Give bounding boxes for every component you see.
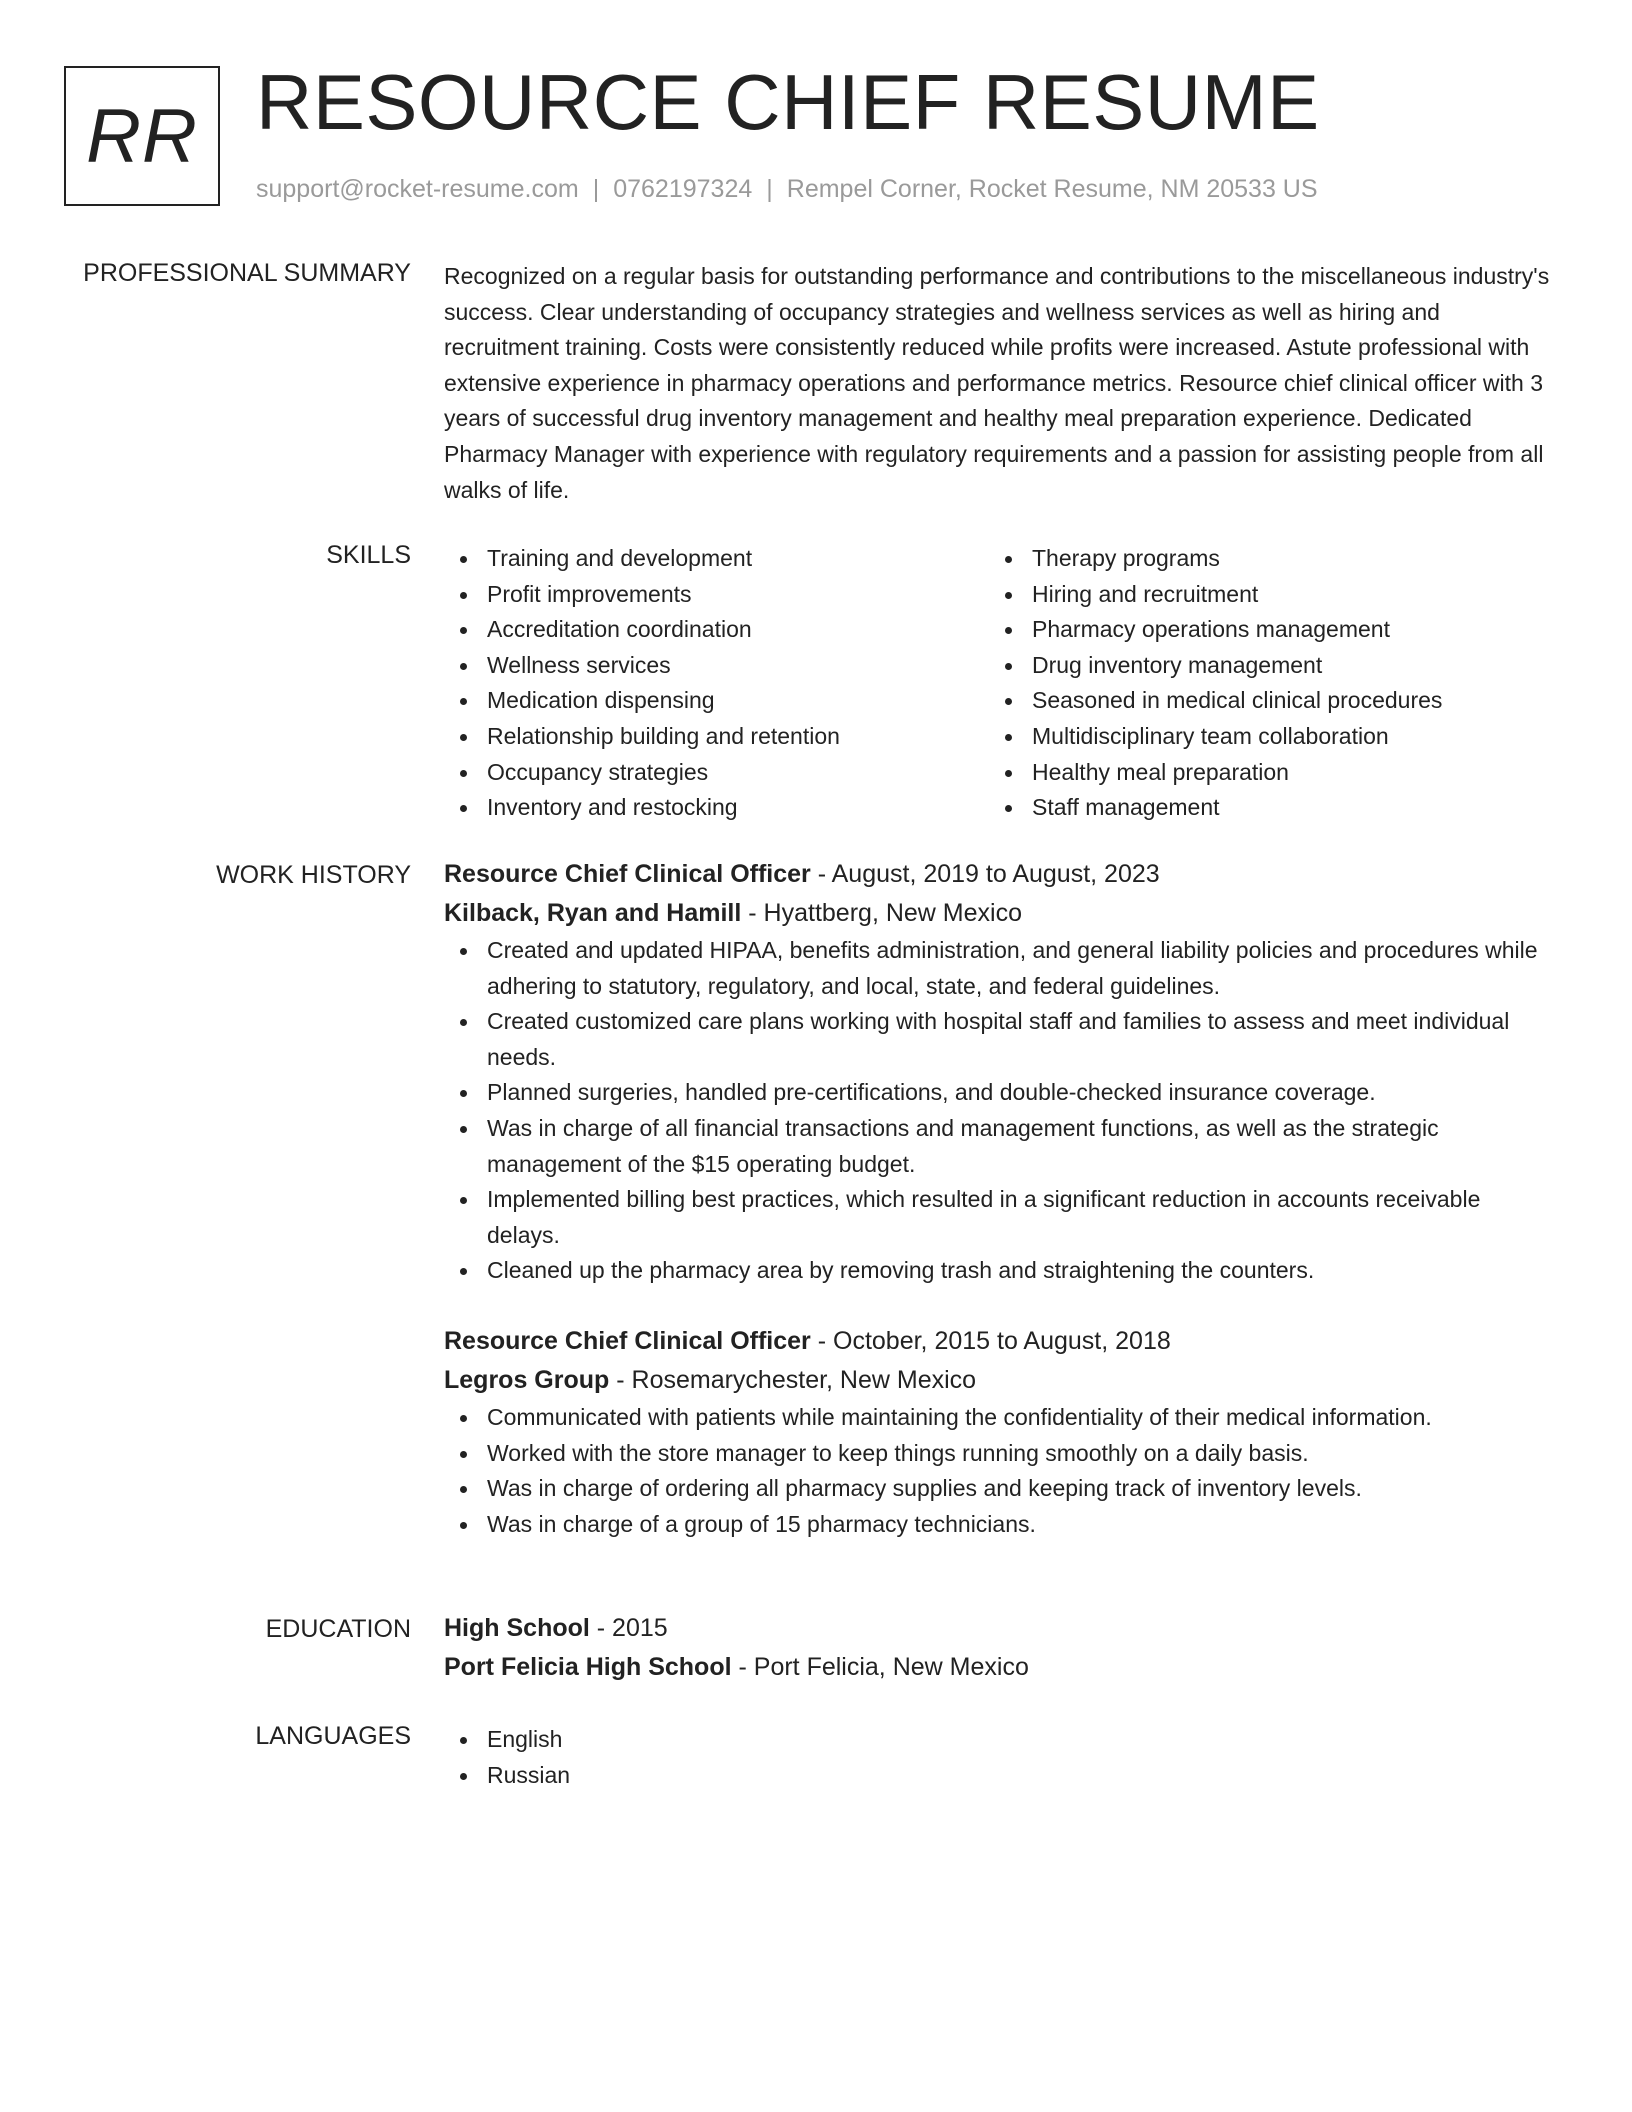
skill-item: Occupancy strategies — [444, 755, 989, 791]
skill-item: Inventory and restocking — [444, 790, 989, 826]
job-duty: Was in charge of ordering all pharmacy supplies and keeping track of inventory levels. — [444, 1471, 1554, 1507]
skill-item: Relationship building and retention — [444, 719, 989, 755]
company-location: - Hyattberg, New Mexico — [748, 899, 1022, 927]
job-title: Resource Chief Clinical Officer — [444, 860, 811, 888]
company-name: Legros Group — [444, 1365, 610, 1394]
school-location: - Port Felicia, New Mexico — [738, 1653, 1029, 1681]
job-duties-list — [444, 1400, 1554, 1542]
section-heading: WORK HISTORY — [216, 861, 411, 889]
job-entry — [444, 855, 1554, 1289]
job-duty: Was in charge of all financial transactions and management functions, as well as the strategic management of the $15 operating budget. — [444, 1111, 1554, 1182]
company-location: - Rosemarychester, New Mexico — [616, 1365, 977, 1394]
job-duty: Implemented billing best practices, which resulted in a significant reduction in accounts receivable delays. — [444, 1182, 1554, 1253]
monogram-logo: RR — [64, 66, 220, 206]
skill-item: Pharmacy operations management — [989, 612, 1534, 648]
skills-list-right — [989, 541, 1534, 826]
skill-item: Wellness services — [444, 648, 989, 684]
job-duty: Was in charge of a group of 15 pharmacy technicians. — [444, 1507, 1554, 1543]
skills-list-left — [444, 541, 989, 826]
skill-item: Seasoned in medical clinical procedures — [989, 683, 1534, 719]
skill-item: Training and development — [444, 541, 989, 577]
job-duty: Created and updated HIPAA, benefits administration, and general liability policies and procedures while adhering to statutory, regulatory, and local, state, and federal guidelines. — [444, 933, 1554, 1004]
job-duty: Worked with the store manager to keep things running smoothly on a daily basis. — [444, 1436, 1554, 1472]
address-text: Rempel Corner, Rocket Resume, NM 20533 US — [786, 175, 1318, 203]
job-company-line — [444, 1361, 1554, 1400]
section-heading: SKILLS — [326, 541, 411, 569]
contact-separator: | — [592, 175, 600, 203]
job-entry — [444, 1322, 1554, 1542]
job-duty: Cleaned up the pharmacy area by removing trash and straightening the counters. — [444, 1253, 1554, 1289]
job-dates: - August, 2019 to August, 2023 — [817, 860, 1160, 888]
graduation-year: - 2015 — [596, 1614, 668, 1642]
education-school-line — [444, 1648, 1554, 1687]
section-heading: LANGUAGES — [255, 1722, 411, 1750]
section-heading: EDUCATION — [265, 1615, 411, 1643]
skill-item: Profit improvements — [444, 577, 989, 613]
job-title: Resource Chief Clinical Officer — [444, 1326, 811, 1355]
job-duties-list — [444, 933, 1554, 1289]
languages-list — [444, 1722, 1554, 1793]
skill-item: Accreditation coordination — [444, 612, 989, 648]
job-company-line — [444, 894, 1554, 933]
contact-line — [256, 174, 1318, 204]
company-name: Kilback, Ryan and Hamill — [444, 899, 742, 927]
job-title-line — [444, 1322, 1554, 1361]
education-degree-line — [444, 1609, 1554, 1648]
skills-grid — [444, 541, 1554, 826]
skill-item: Multidisciplinary team collaboration — [989, 719, 1534, 755]
phone-text: 0762197324 — [613, 175, 753, 203]
job-duty: Planned surgeries, handled pre-certifications, and double-checked insurance coverage. — [444, 1075, 1554, 1111]
contact-separator: | — [766, 175, 773, 203]
skill-item: Medication dispensing — [444, 683, 989, 719]
summary-text: Recognized on a regular basis for outstanding performance and contributions to the miscellaneous industry's success. Clear understanding of occupancy strategies and wellness services as well as hiring and recruitment training. Costs were consistently reduced while profits were increased. Astute professional with extensive experience in pharmacy operations and performance metrics. Resource chief clinical officer with 3 years of successful drug inventory management and healthy meal preparation experience. Dedicated Pharmacy Manager with experience with regulatory requirements and a passion for assisting people from all walks of life. — [444, 263, 1550, 503]
skill-item: Therapy programs — [989, 541, 1534, 577]
job-title-line — [444, 855, 1554, 894]
email-text: support@rocket-resume.com — [256, 175, 579, 203]
school-name: Port Felicia High School — [444, 1653, 732, 1681]
degree-name: High School — [444, 1614, 590, 1642]
job-dates: - October, 2015 to August, 2018 — [817, 1326, 1171, 1355]
skill-item: Staff management — [989, 790, 1534, 826]
job-duty: Communicated with patients while maintaining the confidentiality of their medical information. — [444, 1400, 1554, 1436]
skill-item: Healthy meal preparation — [989, 755, 1534, 791]
language-item: Russian — [444, 1758, 1554, 1794]
job-duty: Created customized care plans working with hospital staff and families to assess and meet individual needs. — [444, 1004, 1554, 1075]
language-item: English — [444, 1722, 1554, 1758]
section-heading: PROFESSIONAL SUMMARY — [83, 259, 411, 287]
skill-item: Drug inventory management — [989, 648, 1534, 684]
skill-item: Hiring and recruitment — [989, 577, 1534, 613]
page-title: RESOURCE CHIEF RESUME — [256, 58, 1320, 146]
